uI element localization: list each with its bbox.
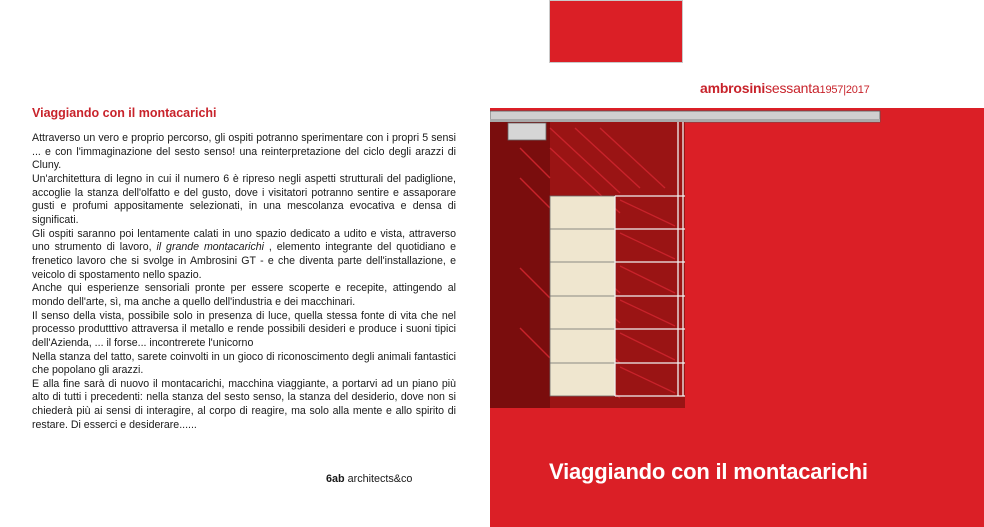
brand-years: 1957|2017 [819,84,870,96]
brand-name-bold: ambrosini [700,80,766,96]
paragraph: E alla fine sarà di nuovo il montacarichi, macchina viaggiante, a portarvi ad un piano più alto di tutti i precedenti: nella stanza del sesto senso, la stanza del desiderio, dove non si chiederà più ai sensi di interagire, al corpo di reagire, ma solo alla mente e allo spirito di restare. Di esserci e desiderare...... [32,377,456,431]
left-page-title: Viaggiando con il montacarichi [32,106,217,120]
paragraph: Nella stanza del tatto, sarete coinvolti in un gioco di riconoscimento degli animali fantastici che popolano gli arazzi. [32,350,456,377]
signature-rest: architects&co [344,473,413,485]
brand-logo [700,80,870,96]
paragraph-text: Gli ospiti saranno poi lentamente calati in uno spazio dedicato a udito e vista, attraverso uno strumento di lavoro, [32,227,456,254]
paragraph: Il senso della vista, possibile solo in presenza di luce, quella stessa fonte di vita che nel processo produtttivo attraversa il metallo e rende possibili desideri e produce i suoni tipici dell'Azienda, ... il forse... incontrerete l'unicorno [32,309,456,349]
paragraph-italic: il grande montacarichi [156,241,264,254]
paragraph [32,228,456,283]
paragraph: Anche qui esperienze sensoriali pronte per essere scoperte e recepite, attingendo al mondo dell'arte, sì, ma anche a quello dell'industria e dei macchinari. [32,282,456,308]
brand-name-light: sessanta [765,80,820,96]
paragraph: Un'architettura di legno in cui il numero 6 è ripreso negli aspetti strutturali del padiglione, accoglie la stanza dell'olfatto e del gusto, dove i visitatori potranno sentire e assaporare gusti e profumi appositamente selezionati, in una mescolanza evocativa e densa di significati. [32,172,456,226]
red-color-swatch [549,0,683,63]
signature [326,473,412,485]
paragraph-text: , elemento integrante del quotidiano e frenetico lavoro che si svolge in Ambrosini GT - e che diventa parte dell'installazione, e veicolo di spostamento nello spazio. [32,241,456,281]
right-page-title: Viaggiando con il montacarichi [549,459,868,484]
montacarichi-illustration [490,108,984,428]
paragraph: Attraverso un vero e proprio percorso, gli ospiti potranno sperimentare con i propri 5 sensi ... e con l'immaginazione del sesto senso! una reinterpretazione del ciclo degli arazzi di Cluny. [32,132,456,172]
body-text [32,132,456,432]
signature-bold: 6ab [326,473,345,485]
